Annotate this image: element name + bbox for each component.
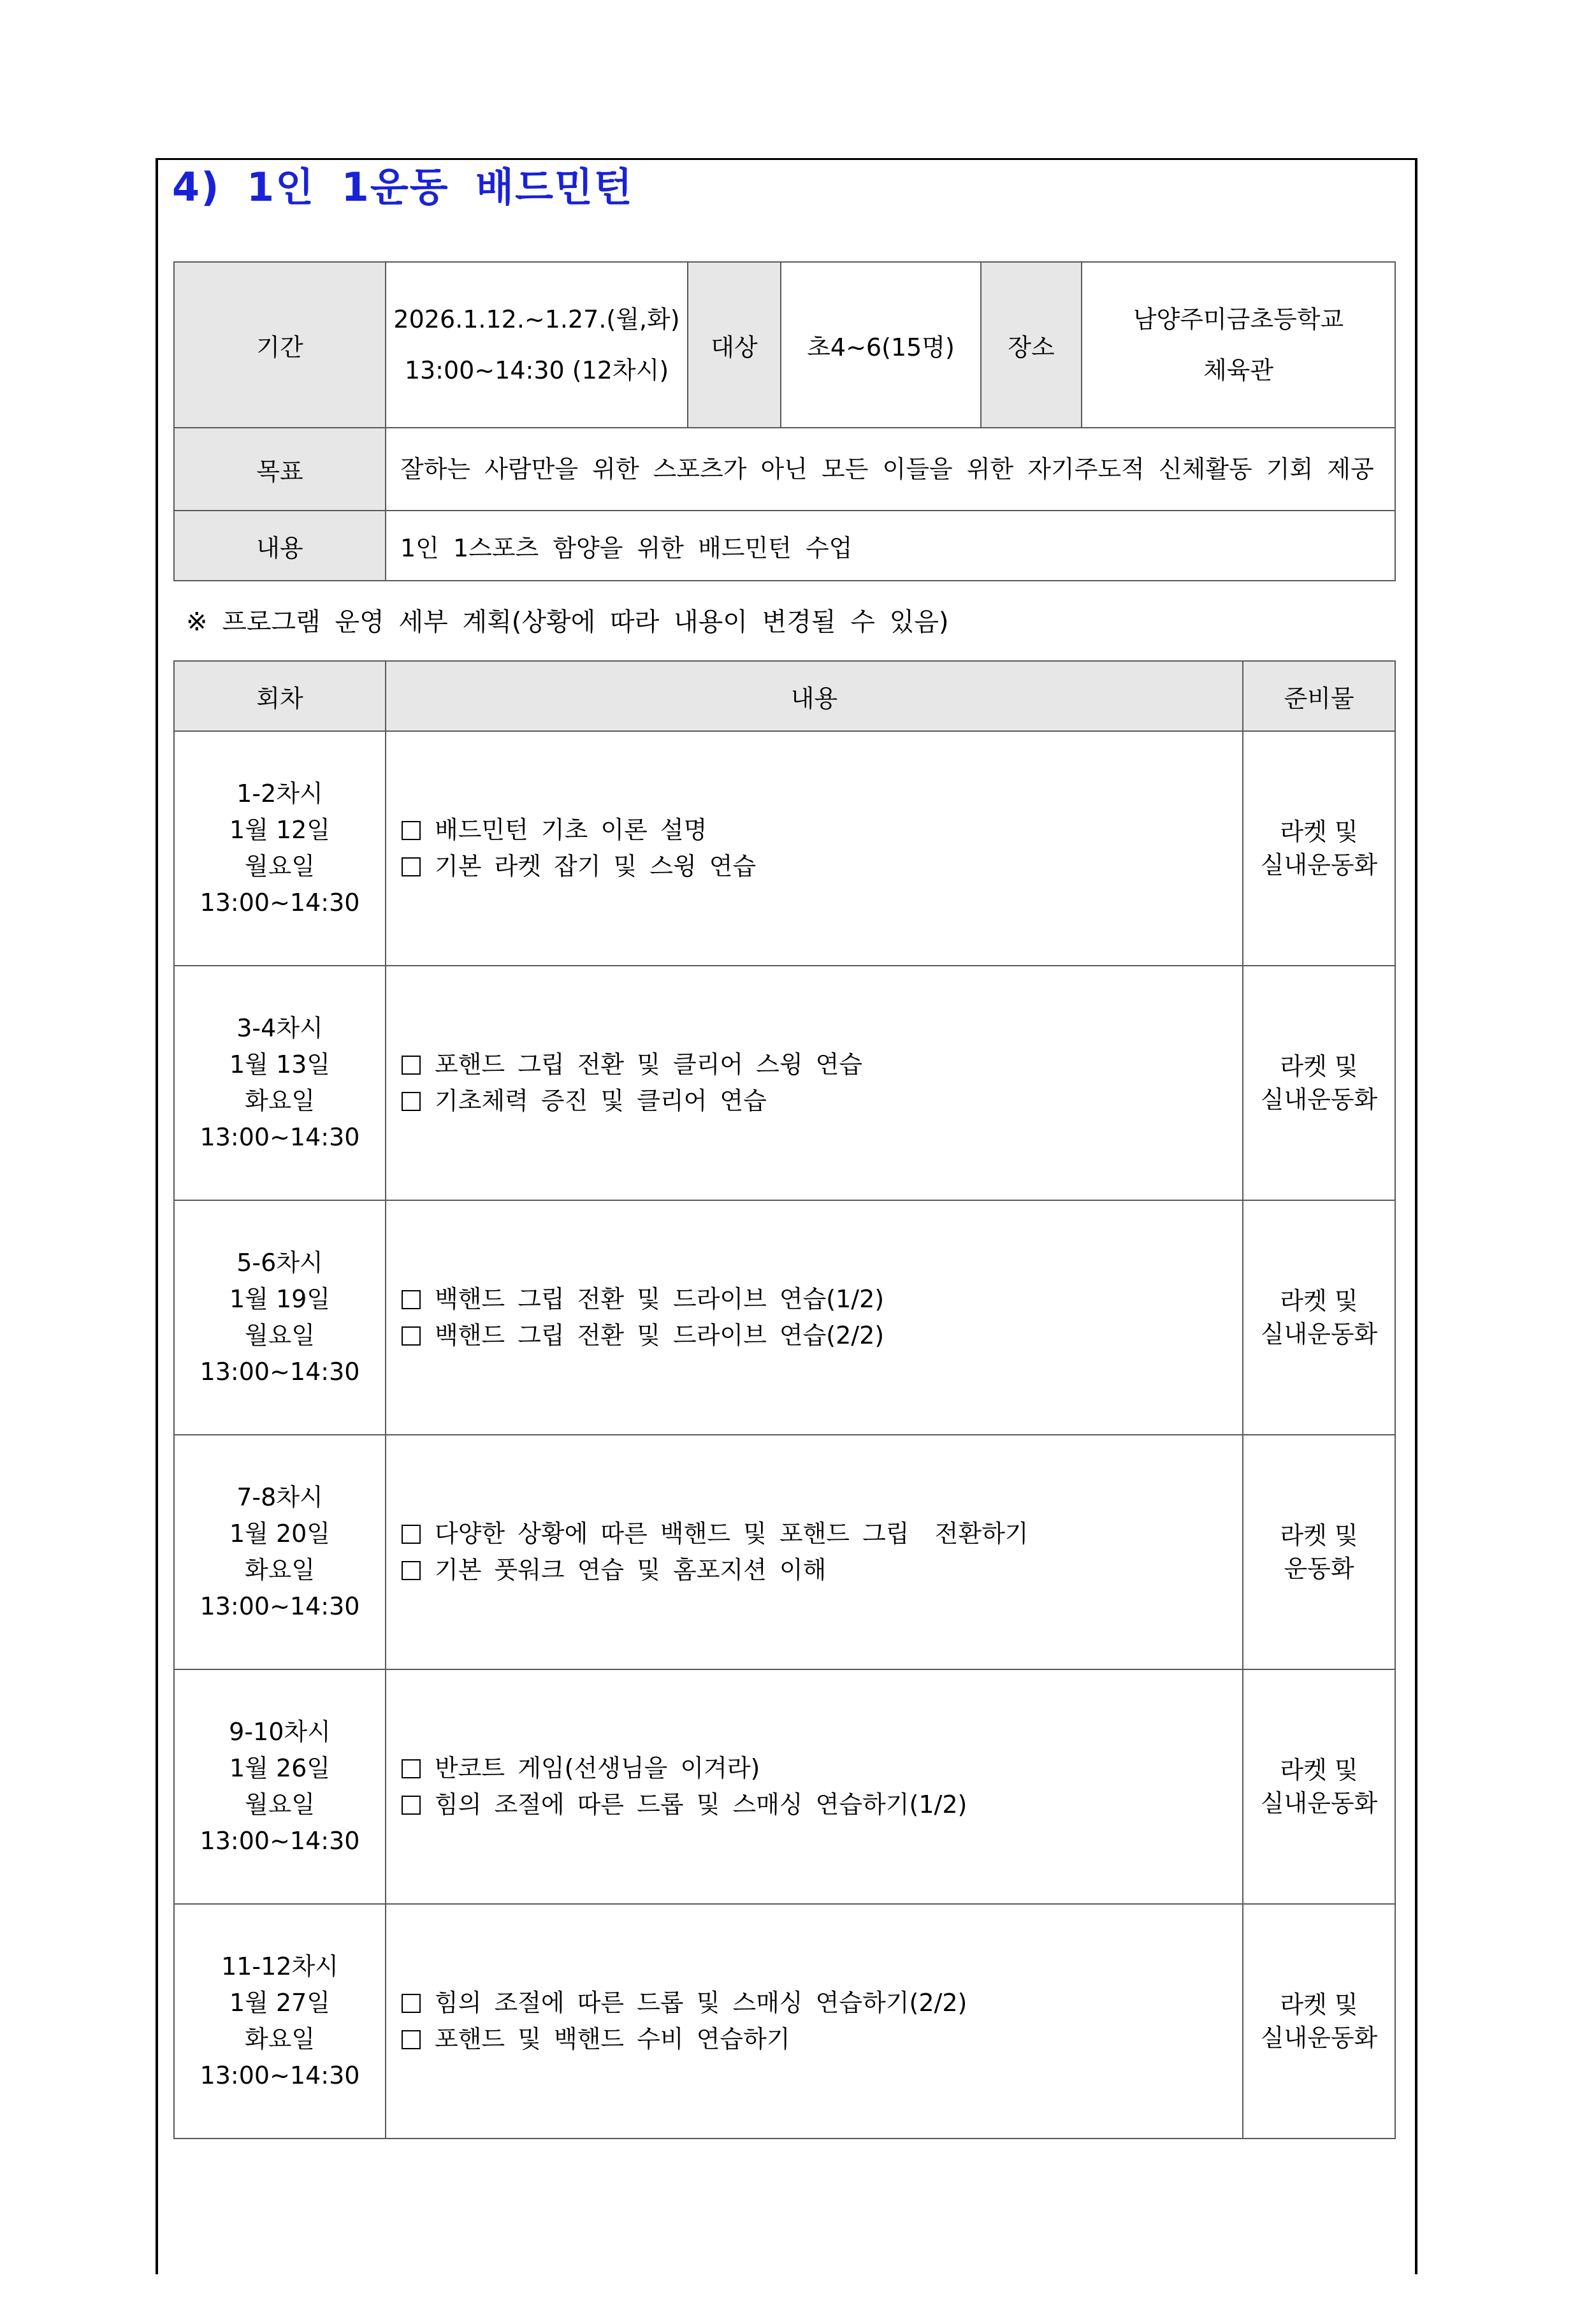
session-cell (174, 1435, 386, 1669)
checkbox-icon (402, 1326, 421, 1346)
target-label: 대상 (688, 262, 781, 428)
checkbox-icon (402, 2030, 421, 2049)
table-row (174, 1435, 1395, 1669)
schedule-table (173, 660, 1396, 2139)
checkbox-icon (402, 821, 421, 840)
list-item: 기초체력 증진 및 클리어 연습 (402, 1083, 1242, 1119)
goal-label: 목표 (174, 428, 386, 511)
prep-cell: 라켓 및 실내운동화 (1243, 966, 1395, 1200)
list-item: 힘의 조절에 따른 드롭 및 스매싱 연습하기(2/2) (402, 1985, 1242, 2021)
table-row (174, 1904, 1395, 2139)
list-item: 기본 라켓 잡기 및 스윙 연습 (402, 848, 1242, 885)
content-label: 내용 (174, 511, 386, 581)
list-item: 포핸드 및 백핸드 수비 연습하기 (402, 2021, 1242, 2058)
session-day: 화요일 (244, 1087, 315, 1115)
checkbox-icon (402, 1056, 421, 1075)
header-session: 회차 (174, 661, 386, 731)
session-day: 화요일 (244, 2025, 315, 2053)
place-value (1082, 262, 1395, 428)
session-date: 1월 27일 (229, 1989, 331, 2017)
section-title: 4) 1인 1운동 배드민턴 (172, 164, 634, 210)
checkbox-icon (402, 1561, 421, 1580)
session-number: 5-6차시 (236, 1249, 323, 1277)
session-date: 1월 20일 (229, 1520, 331, 1548)
session-cell (174, 1669, 386, 1904)
prep-cell: 라켓 및 실내운동화 (1243, 1669, 1395, 1904)
prep-cell: 라켓 및 실내운동화 (1243, 1904, 1395, 2139)
session-day: 월요일 (244, 1790, 315, 1819)
session-number: 3-4차시 (236, 1014, 323, 1042)
session-time: 13:00~14:30 (199, 1358, 360, 1386)
content-cell (386, 1435, 1243, 1669)
session-time: 13:00~14:30 (199, 889, 360, 917)
goal-value: 잘하는 사람만을 위한 스포츠가 아닌 모든 이들을 위한 자기주도적 신체활동 기회 제공 (386, 428, 1395, 511)
session-day: 월요일 (244, 852, 315, 880)
list-item: 다양한 상황에 따른 백핸드 및 포핸드 그립 전환하기 (402, 1516, 1242, 1552)
list-item: 배드민턴 기초 이론 설명 (402, 812, 1242, 848)
list-item: 힘의 조절에 따른 드롭 및 스매싱 연습하기(1/2) (402, 1787, 1242, 1823)
session-day: 월요일 (244, 1321, 315, 1349)
session-cell (174, 731, 386, 966)
list-item: 반코트 게임(선생님을 이겨라) (402, 1750, 1242, 1787)
checkbox-icon (402, 857, 421, 876)
table-row (174, 966, 1395, 1200)
prep-cell: 라켓 및 운동화 (1243, 1435, 1395, 1669)
content-cell (386, 1904, 1243, 2139)
list-item: 포핸드 그립 전환 및 클리어 스윙 연습 (402, 1047, 1242, 1083)
session-day: 화요일 (244, 1556, 315, 1584)
table-row (174, 731, 1395, 966)
session-number: 9-10차시 (229, 1718, 331, 1746)
session-time: 13:00~14:30 (199, 1592, 360, 1620)
session-date: 1월 26일 (229, 1754, 331, 1782)
checkbox-icon (402, 1796, 421, 1815)
checkbox-icon (402, 1092, 421, 1111)
content-cell (386, 966, 1243, 1200)
checkbox-icon (402, 1290, 421, 1309)
period-time: 13:00~14:30 (12차시) (404, 356, 669, 384)
header-prep: 준비물 (1243, 661, 1395, 731)
period-value (386, 262, 688, 428)
list-item: 기본 풋워크 연습 및 홈포지션 이해 (402, 1552, 1242, 1588)
session-time: 13:00~14:30 (199, 1827, 360, 1855)
prep-cell: 라켓 및 실내운동화 (1243, 1200, 1395, 1435)
session-time: 13:00~14:30 (199, 2061, 360, 2089)
table-row (174, 1669, 1395, 1904)
list-item: 백핸드 그립 전환 및 드라이브 연습(2/2) (402, 1318, 1242, 1354)
session-number: 7-8차시 (236, 1483, 323, 1511)
place-room: 체육관 (1203, 356, 1274, 384)
target-value: 초4~6(15명) (781, 262, 981, 428)
checkbox-icon (402, 1525, 421, 1544)
content-cell (386, 1200, 1243, 1435)
period-label: 기간 (174, 262, 386, 428)
content-value: 1인 1스포츠 함양을 위한 배드민턴 수업 (386, 511, 1395, 581)
session-cell (174, 1200, 386, 1435)
table-row (174, 1200, 1395, 1435)
session-time: 13:00~14:30 (199, 1123, 360, 1151)
session-number: 11-12차시 (221, 1952, 338, 1980)
place-label: 장소 (981, 262, 1082, 428)
content-cell (386, 731, 1243, 966)
session-date: 1월 13일 (229, 1050, 331, 1078)
schedule-note: ※ 프로그램 운영 세부 계획(상황에 따라 내용이 변경될 수 있음) (186, 607, 949, 637)
list-item: 백핸드 그립 전환 및 드라이브 연습(1/2) (402, 1281, 1242, 1318)
content-cell (386, 1669, 1243, 1904)
place-name: 남양주미금초등학교 (1133, 305, 1344, 333)
program-info-table (173, 261, 1396, 581)
checkbox-icon (402, 1994, 421, 2013)
header-content: 내용 (386, 661, 1243, 731)
session-date: 1월 19일 (229, 1285, 331, 1313)
prep-cell: 라켓 및 실내운동화 (1243, 731, 1395, 966)
period-dates: 2026.1.12.~1.27.(월,화) (393, 305, 680, 333)
checkbox-icon (402, 1759, 421, 1778)
session-number: 1-2차시 (236, 780, 323, 808)
session-cell (174, 966, 386, 1200)
session-cell (174, 1904, 386, 2139)
session-date: 1월 12일 (229, 816, 331, 844)
